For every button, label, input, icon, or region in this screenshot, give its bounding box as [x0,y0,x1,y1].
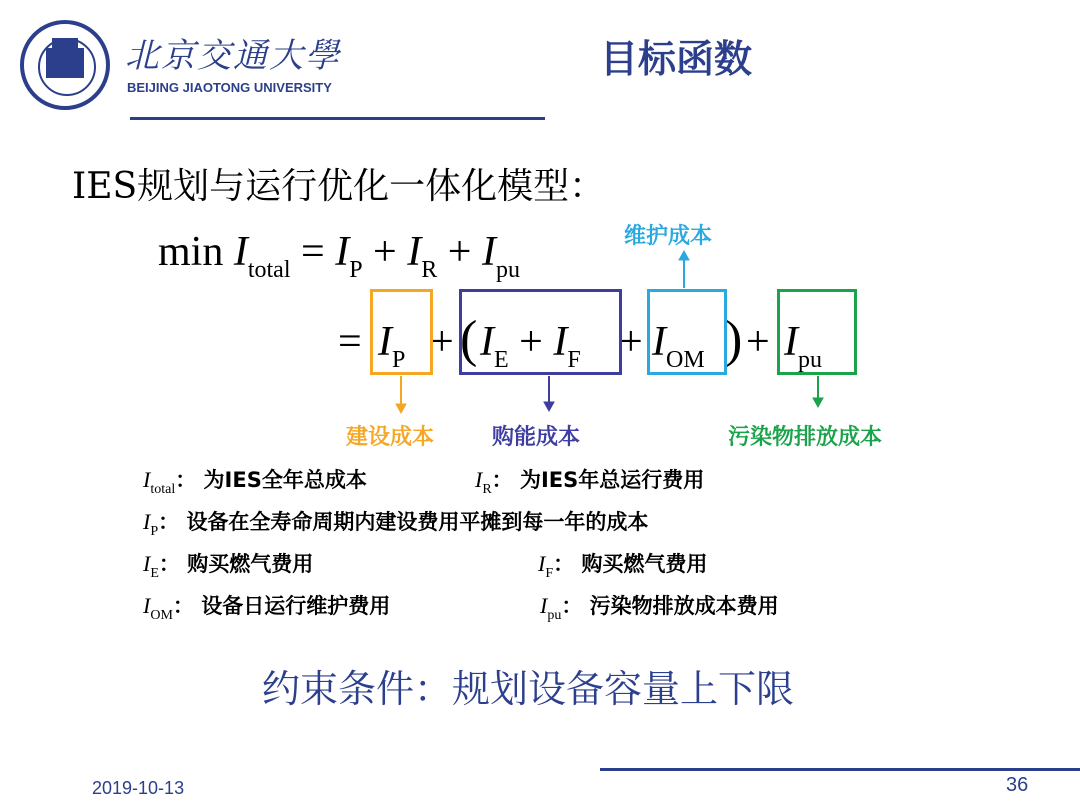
definition-text: 设备日运行维护费用 [201,594,391,618]
pollution-cost-label: 污染物排放成本 [728,425,883,450]
definition-text: 设备在全寿命周期内建设费用平摊到每一年的成本 [186,510,649,534]
separator: ： [553,552,575,576]
definition-OM [143,590,390,624]
definition-text: 购买燃气费用 [187,552,314,576]
symbol: $I_F$ [538,551,554,581]
energy-arrow [544,376,554,411]
I-symbol: I [480,319,494,365]
university-name-cn: 北京交通大學 [125,36,341,76]
definition-text: 为IES年总运行费用 [519,468,705,492]
plus-sign: + [447,229,472,275]
energy-cost-label: 购能成本 [492,425,581,450]
plus-sign: + [373,229,397,275]
construction-cost-label: 建设成本 [346,425,435,450]
plus-sign: + [746,319,770,365]
sub-F: F [567,347,581,373]
I-symbol: I [335,229,350,275]
I-symbol: I [652,319,666,365]
equals-sign-line-2: = [338,319,362,365]
constraint-text: 约束条件：规划设备容量上下限 [262,667,795,711]
slide-title: 目标函数 [600,37,753,81]
sub-pu: pu [495,257,520,283]
plus-sign: + [430,319,454,365]
min-operator: min [158,229,224,275]
symbol: $I_{OM}$ [143,593,173,623]
definition-pu [540,590,779,624]
sub-E: E [494,347,509,373]
definition-text: 污染物排放成本费用 [589,594,779,618]
plus-sign: + [619,319,643,365]
symbol: $I_E$ [143,551,159,581]
definition-text: 购买燃气费用 [581,552,708,576]
I-symbol: I [481,229,496,275]
definition-F [538,548,707,582]
model-heading: IES规划与运行优化一体化模型： [72,166,606,207]
symbol: $I_R$ [475,467,492,497]
sub-P: P [349,257,363,283]
I-symbol: I [784,319,798,365]
sub-total: total [247,257,291,283]
equals-sign: = [301,229,325,275]
slide-date: 2019-10-13 [92,778,185,798]
definition-total [143,464,367,498]
sub-R: R [421,257,438,283]
separator: ： [172,594,194,618]
I-symbol: I [233,229,248,275]
maintenance-arrow [679,251,689,288]
separator: ： [561,594,583,618]
sub-pu: pu [798,347,822,373]
separator: ： [158,510,180,534]
university-name-en: BEIJING JIAOTONG UNIVERSITY [127,80,332,95]
symbol: $I_{pu}$ [540,593,562,623]
footer-divider [600,768,1080,771]
separator: ： [158,552,180,576]
separator: ： [175,468,197,492]
construction-arrow [396,376,406,413]
I-symbol: I [407,229,422,275]
symbol: $I_{total}$ [143,467,176,497]
sub-P: P [392,347,406,373]
plus-sign: + [519,319,543,365]
maintenance-cost-label: 维护成本 [624,224,713,249]
definition-P [143,506,648,540]
I-symbol: I [553,319,568,365]
definition-text: 为IES全年总成本 [203,468,367,492]
definition-R [475,464,704,498]
pollution-arrow [813,376,823,407]
sub-OM: OM [666,347,705,373]
left-paren: ( [460,311,478,368]
symbol: $I_P$ [143,509,159,539]
definition-E [143,548,313,582]
right-paren: ) [725,311,743,368]
I-symbol: I [378,319,392,365]
page-number: 36 [1006,774,1029,796]
separator: ： [491,468,513,492]
